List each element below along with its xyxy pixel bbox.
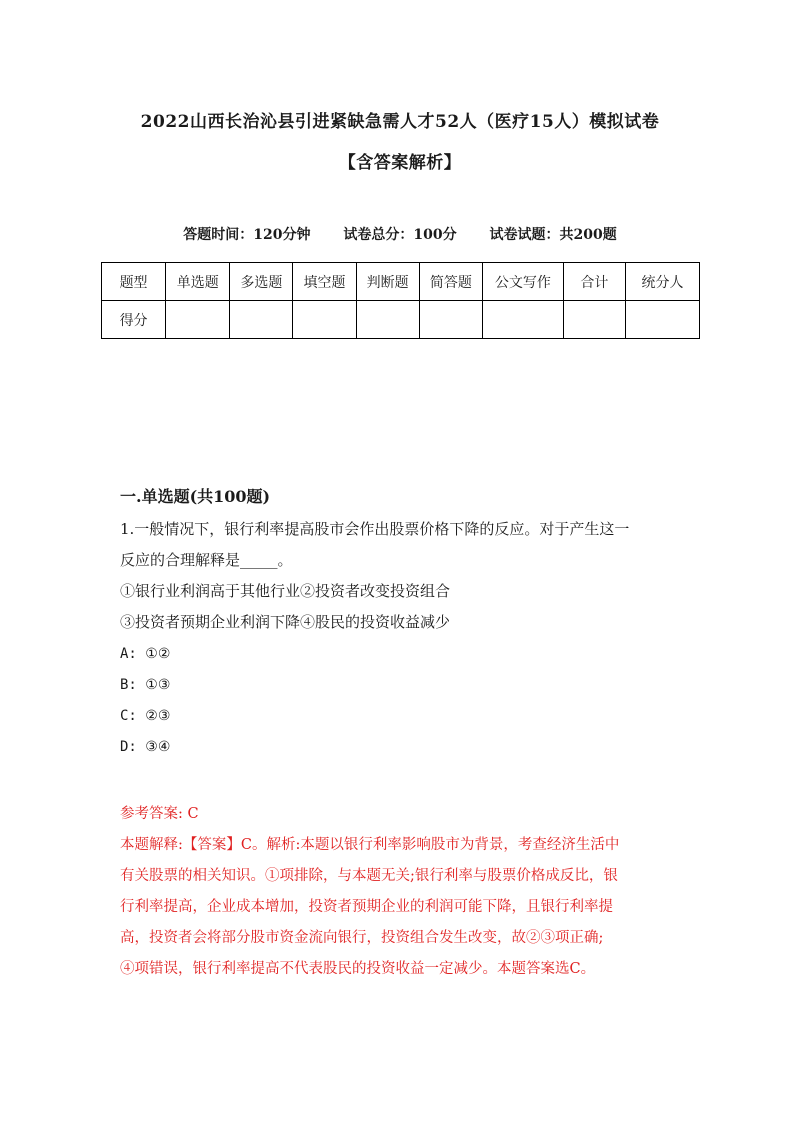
header-cell: 题型 [102,263,166,301]
score-cell [166,301,230,339]
score-row-label: 得分 [102,301,166,339]
doc-subtitle: 【含答案解析】 [338,153,462,173]
score-table-header-row [102,263,700,301]
explanation-line: 行利率提高，企业成本增加，投资者预期企业的利润可能下降，且银行利率提 [120,899,613,915]
exam-total-score: 试卷总分：100分 [343,227,457,243]
explanation-line: 高，投资者会将部分股市资金流向银行，投资组合发生改变，故②③项正确; [120,930,604,946]
question-stem: 反应的合理解释是_____。 [120,551,293,569]
explanation-line: 有关股票的相关知识。①项排除，与本题无关;银行利率与股票价格成反比，银 [120,868,618,884]
option-a: A: ①② [120,646,171,662]
score-cell [482,301,563,339]
exam-question-count: 试卷试题：共200题 [489,227,617,243]
header-cell: 多选题 [230,263,293,301]
question-stem: 1.一般情况下，银行利率提高股市会作出股票价格下降的反应。对于产生这一 [120,520,630,538]
header-cell: 判断题 [356,263,419,301]
explanation-line: 本题解释:【答案】C。解析:本题以银行利率影响股市为背景，考查经济生活中 [120,837,620,853]
score-cell [625,301,699,339]
header-cell: 合计 [563,263,625,301]
score-cell [563,301,625,339]
header-cell: 统分人 [625,263,699,301]
doc-title: 2022山西长治沁县引进紧缺急需人才52人（医疗15人）模拟试卷 [140,112,660,132]
option-c: C: ②③ [120,708,171,724]
score-cell [356,301,419,339]
header-cell: 简答题 [419,263,482,301]
option-b: B: ①③ [120,677,171,693]
score-cell [293,301,356,339]
option-d: D: ③④ [120,739,171,755]
header-cell: 单选题 [166,263,230,301]
exam-time: 答题时间：120分钟 [183,227,311,243]
question-item: ③投资者预期企业利润下降④股民的投资收益减少 [120,613,451,631]
score-table-score-row [102,301,700,339]
section-title: 一.单选题(共100题) [120,487,271,506]
score-cell [419,301,482,339]
score-table [101,262,700,339]
header-cell: 填空题 [293,263,356,301]
question-item: ①银行业利润高于其他行业②投资者改变投资组合 [120,582,451,600]
score-cell [230,301,293,339]
exam-meta [0,224,800,244]
header-cell: 公文写作 [482,263,563,301]
reference-answer: 参考答案: C [120,806,199,822]
explanation-line: ④项错误，银行利率提高不代表股民的投资收益一定减少。本题答案选C。 [120,961,596,977]
